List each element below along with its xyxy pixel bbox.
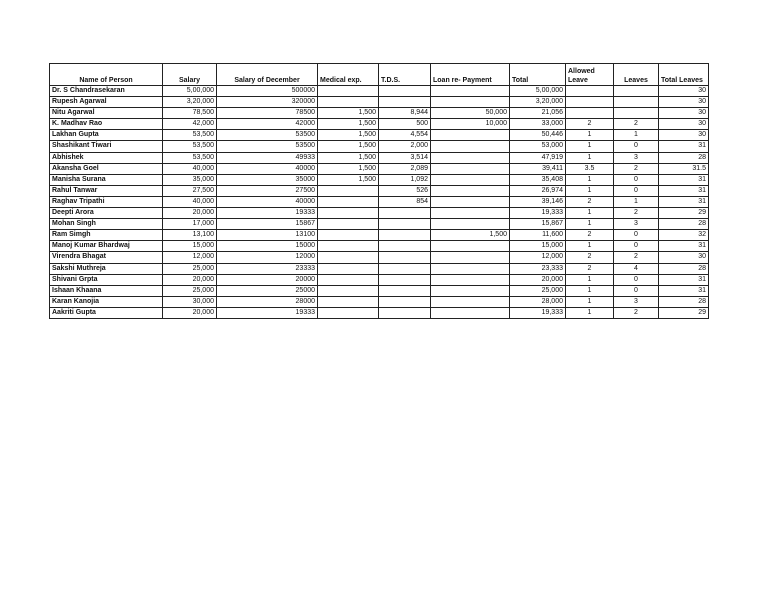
header-salary-december: Salary of December bbox=[217, 64, 318, 86]
cell-allowed-leave: 1 bbox=[566, 241, 614, 252]
cell-allowed-leave bbox=[566, 108, 614, 119]
cell-leaves: 0 bbox=[614, 274, 659, 285]
cell-tds bbox=[379, 296, 431, 307]
cell-leaves: 1 bbox=[614, 196, 659, 207]
cell-leaves bbox=[614, 108, 659, 119]
cell-allowed-leave: 2 bbox=[566, 230, 614, 241]
cell-tds bbox=[379, 230, 431, 241]
cell-medical bbox=[318, 263, 379, 274]
cell-leaves: 2 bbox=[614, 119, 659, 130]
cell-name: Mohan Singh bbox=[50, 219, 163, 230]
cell-leaves: 3 bbox=[614, 152, 659, 163]
cell-total: 15,867 bbox=[510, 219, 566, 230]
header-allowed-leave: Allowed Leave bbox=[566, 64, 614, 86]
cell-allowed-leave: 1 bbox=[566, 141, 614, 152]
cell-allowed-leave: 2 bbox=[566, 119, 614, 130]
cell-total: 28,000 bbox=[510, 296, 566, 307]
cell-salary: 3,20,000 bbox=[163, 97, 217, 108]
cell-allowed-leave bbox=[566, 86, 614, 97]
table-body bbox=[50, 86, 709, 319]
cell-name: Ishaan Khaana bbox=[50, 285, 163, 296]
cell-salary: 27,500 bbox=[163, 185, 217, 196]
table-row bbox=[50, 130, 709, 141]
cell-total-leaves: 29 bbox=[659, 307, 709, 318]
table-row bbox=[50, 174, 709, 185]
cell-loan bbox=[431, 307, 510, 318]
cell-name: Rupesh Agarwal bbox=[50, 97, 163, 108]
cell-name: Abhishek bbox=[50, 152, 163, 163]
cell-medical bbox=[318, 86, 379, 97]
cell-name: Dr. S Chandrasekaran bbox=[50, 86, 163, 97]
header-medical: Medical exp. bbox=[318, 64, 379, 86]
cell-name: Virendra Bhagat bbox=[50, 252, 163, 263]
table-row bbox=[50, 230, 709, 241]
cell-loan bbox=[431, 86, 510, 97]
cell-medical bbox=[318, 230, 379, 241]
cell-name: Nitu Agarwal bbox=[50, 108, 163, 119]
cell-salary: 40,000 bbox=[163, 196, 217, 207]
cell-loan: 1,500 bbox=[431, 230, 510, 241]
table-row bbox=[50, 152, 709, 163]
cell-salary-december: 40000 bbox=[217, 163, 318, 174]
cell-leaves: 3 bbox=[614, 296, 659, 307]
cell-total-leaves: 30 bbox=[659, 97, 709, 108]
salary-sheet bbox=[49, 63, 709, 319]
cell-tds: 854 bbox=[379, 196, 431, 207]
cell-salary-december: 19333 bbox=[217, 307, 318, 318]
cell-loan bbox=[431, 252, 510, 263]
cell-total: 12,000 bbox=[510, 252, 566, 263]
cell-leaves: 0 bbox=[614, 141, 659, 152]
cell-medical bbox=[318, 219, 379, 230]
cell-total: 3,20,000 bbox=[510, 97, 566, 108]
cell-allowed-leave: 2 bbox=[566, 252, 614, 263]
cell-leaves: 2 bbox=[614, 208, 659, 219]
cell-total: 5,00,000 bbox=[510, 86, 566, 97]
cell-loan bbox=[431, 97, 510, 108]
cell-total-leaves: 30 bbox=[659, 86, 709, 97]
cell-salary: 53,500 bbox=[163, 141, 217, 152]
cell-medical bbox=[318, 196, 379, 207]
cell-name: Shivani Grpta bbox=[50, 274, 163, 285]
table-row bbox=[50, 185, 709, 196]
cell-tds bbox=[379, 285, 431, 296]
header-loan: Loan re- Payment bbox=[431, 64, 510, 86]
salary-table bbox=[49, 63, 709, 319]
cell-medical bbox=[318, 241, 379, 252]
cell-salary: 53,500 bbox=[163, 130, 217, 141]
table-row bbox=[50, 263, 709, 274]
cell-total-leaves: 28 bbox=[659, 219, 709, 230]
cell-loan bbox=[431, 219, 510, 230]
cell-medical: 1,500 bbox=[318, 108, 379, 119]
cell-loan bbox=[431, 152, 510, 163]
cell-loan bbox=[431, 241, 510, 252]
cell-total-leaves: 31 bbox=[659, 285, 709, 296]
cell-salary-december: 78500 bbox=[217, 108, 318, 119]
cell-allowed-leave: 1 bbox=[566, 208, 614, 219]
cell-allowed-leave: 3.5 bbox=[566, 163, 614, 174]
cell-salary-december: 23333 bbox=[217, 263, 318, 274]
cell-total: 26,974 bbox=[510, 185, 566, 196]
cell-medical bbox=[318, 252, 379, 263]
cell-loan bbox=[431, 163, 510, 174]
cell-allowed-leave bbox=[566, 97, 614, 108]
cell-salary: 5,00,000 bbox=[163, 86, 217, 97]
cell-salary: 25,000 bbox=[163, 263, 217, 274]
table-row bbox=[50, 141, 709, 152]
header-total-leaves: Total Leaves bbox=[659, 64, 709, 86]
cell-salary-december: 53500 bbox=[217, 130, 318, 141]
cell-salary: 13,100 bbox=[163, 230, 217, 241]
cell-total-leaves: 31 bbox=[659, 274, 709, 285]
cell-salary-december: 320000 bbox=[217, 97, 318, 108]
cell-allowed-leave: 2 bbox=[566, 263, 614, 274]
cell-total-leaves: 28 bbox=[659, 296, 709, 307]
cell-tds bbox=[379, 307, 431, 318]
cell-allowed-leave: 1 bbox=[566, 307, 614, 318]
cell-tds bbox=[379, 241, 431, 252]
cell-leaves: 2 bbox=[614, 252, 659, 263]
cell-salary-december: 13100 bbox=[217, 230, 318, 241]
cell-tds bbox=[379, 208, 431, 219]
cell-medical: 1,500 bbox=[318, 119, 379, 130]
cell-total: 35,408 bbox=[510, 174, 566, 185]
cell-total-leaves: 28 bbox=[659, 152, 709, 163]
cell-total-leaves: 30 bbox=[659, 119, 709, 130]
cell-tds: 2,000 bbox=[379, 141, 431, 152]
cell-loan: 50,000 bbox=[431, 108, 510, 119]
cell-salary: 20,000 bbox=[163, 208, 217, 219]
header-tds: T.D.S. bbox=[379, 64, 431, 86]
cell-salary: 35,000 bbox=[163, 174, 217, 185]
cell-allowed-leave: 2 bbox=[566, 196, 614, 207]
cell-leaves: 0 bbox=[614, 285, 659, 296]
cell-medical bbox=[318, 97, 379, 108]
cell-total-leaves: 32 bbox=[659, 230, 709, 241]
cell-leaves: 2 bbox=[614, 307, 659, 318]
cell-tds: 3,514 bbox=[379, 152, 431, 163]
cell-salary-december: 15867 bbox=[217, 219, 318, 230]
cell-medical bbox=[318, 307, 379, 318]
cell-salary-december: 42000 bbox=[217, 119, 318, 130]
table-row bbox=[50, 108, 709, 119]
cell-leaves: 4 bbox=[614, 263, 659, 274]
cell-tds: 4,554 bbox=[379, 130, 431, 141]
cell-total-leaves: 29 bbox=[659, 208, 709, 219]
cell-tds bbox=[379, 274, 431, 285]
cell-salary-december: 53500 bbox=[217, 141, 318, 152]
cell-total-leaves: 28 bbox=[659, 263, 709, 274]
cell-salary-december: 12000 bbox=[217, 252, 318, 263]
cell-allowed-leave: 1 bbox=[566, 152, 614, 163]
cell-allowed-leave: 1 bbox=[566, 296, 614, 307]
cell-tds: 1,092 bbox=[379, 174, 431, 185]
header-name: Name of Person bbox=[50, 64, 163, 86]
cell-salary: 42,000 bbox=[163, 119, 217, 130]
cell-name: K. Madhav Rao bbox=[50, 119, 163, 130]
cell-salary-december: 49933 bbox=[217, 152, 318, 163]
cell-medical: 1,500 bbox=[318, 163, 379, 174]
cell-tds bbox=[379, 219, 431, 230]
cell-medical: 1,500 bbox=[318, 174, 379, 185]
cell-total-leaves: 31 bbox=[659, 241, 709, 252]
table-row bbox=[50, 86, 709, 97]
cell-salary-december: 28000 bbox=[217, 296, 318, 307]
header-salary: Salary bbox=[163, 64, 217, 86]
cell-loan bbox=[431, 185, 510, 196]
cell-name: Ram Simgh bbox=[50, 230, 163, 241]
cell-loan bbox=[431, 285, 510, 296]
cell-total: 47,919 bbox=[510, 152, 566, 163]
cell-loan bbox=[431, 174, 510, 185]
cell-salary-december: 19333 bbox=[217, 208, 318, 219]
cell-loan bbox=[431, 263, 510, 274]
cell-name: Sakshi Muthreja bbox=[50, 263, 163, 274]
cell-salary: 78,500 bbox=[163, 108, 217, 119]
cell-total: 50,446 bbox=[510, 130, 566, 141]
cell-total: 53,000 bbox=[510, 141, 566, 152]
header-row bbox=[50, 64, 709, 86]
cell-total-leaves: 31.5 bbox=[659, 163, 709, 174]
cell-salary-december: 40000 bbox=[217, 196, 318, 207]
table-row bbox=[50, 119, 709, 130]
cell-loan bbox=[431, 196, 510, 207]
cell-leaves: 2 bbox=[614, 163, 659, 174]
cell-loan bbox=[431, 141, 510, 152]
cell-leaves: 0 bbox=[614, 241, 659, 252]
cell-total: 20,000 bbox=[510, 274, 566, 285]
table-row bbox=[50, 241, 709, 252]
cell-medical: 1,500 bbox=[318, 141, 379, 152]
cell-allowed-leave: 1 bbox=[566, 219, 614, 230]
cell-total-leaves: 30 bbox=[659, 130, 709, 141]
cell-total: 19,333 bbox=[510, 208, 566, 219]
cell-medical: 1,500 bbox=[318, 130, 379, 141]
cell-tds: 500 bbox=[379, 119, 431, 130]
cell-loan bbox=[431, 274, 510, 285]
cell-salary: 25,000 bbox=[163, 285, 217, 296]
cell-loan bbox=[431, 208, 510, 219]
table-row bbox=[50, 307, 709, 318]
cell-salary-december: 500000 bbox=[217, 86, 318, 97]
cell-total: 39,146 bbox=[510, 196, 566, 207]
table-row bbox=[50, 196, 709, 207]
cell-total-leaves: 31 bbox=[659, 185, 709, 196]
cell-name: Manisha Surana bbox=[50, 174, 163, 185]
cell-loan bbox=[431, 130, 510, 141]
cell-tds bbox=[379, 97, 431, 108]
table-row bbox=[50, 219, 709, 230]
cell-tds bbox=[379, 252, 431, 263]
cell-salary: 15,000 bbox=[163, 241, 217, 252]
cell-name: Shashikant Tiwari bbox=[50, 141, 163, 152]
cell-salary: 20,000 bbox=[163, 307, 217, 318]
cell-name: Karan Kanojia bbox=[50, 296, 163, 307]
cell-total: 11,600 bbox=[510, 230, 566, 241]
cell-medical bbox=[318, 274, 379, 285]
cell-salary-december: 15000 bbox=[217, 241, 318, 252]
cell-tds bbox=[379, 263, 431, 274]
cell-salary-december: 20000 bbox=[217, 274, 318, 285]
table-row bbox=[50, 285, 709, 296]
cell-total: 19,333 bbox=[510, 307, 566, 318]
cell-allowed-leave: 1 bbox=[566, 174, 614, 185]
cell-name: Deepti Arora bbox=[50, 208, 163, 219]
cell-salary-december: 25000 bbox=[217, 285, 318, 296]
cell-total: 21,056 bbox=[510, 108, 566, 119]
cell-salary: 20,000 bbox=[163, 274, 217, 285]
cell-salary: 40,000 bbox=[163, 163, 217, 174]
cell-name: Akansha Goel bbox=[50, 163, 163, 174]
cell-allowed-leave: 1 bbox=[566, 274, 614, 285]
cell-loan: 10,000 bbox=[431, 119, 510, 130]
cell-total: 15,000 bbox=[510, 241, 566, 252]
table-row bbox=[50, 252, 709, 263]
cell-total: 39,411 bbox=[510, 163, 566, 174]
cell-leaves bbox=[614, 97, 659, 108]
table-row bbox=[50, 163, 709, 174]
cell-total: 33,000 bbox=[510, 119, 566, 130]
cell-allowed-leave: 1 bbox=[566, 285, 614, 296]
cell-total-leaves: 30 bbox=[659, 108, 709, 119]
cell-total: 23,333 bbox=[510, 263, 566, 274]
cell-name: Aakriti Gupta bbox=[50, 307, 163, 318]
cell-medical bbox=[318, 285, 379, 296]
cell-salary: 53,500 bbox=[163, 152, 217, 163]
cell-tds: 2,089 bbox=[379, 163, 431, 174]
table-row bbox=[50, 208, 709, 219]
cell-allowed-leave: 1 bbox=[566, 185, 614, 196]
cell-name: Raghav Tripathi bbox=[50, 196, 163, 207]
cell-salary: 30,000 bbox=[163, 296, 217, 307]
cell-medical bbox=[318, 208, 379, 219]
cell-loan bbox=[431, 296, 510, 307]
cell-salary-december: 27500 bbox=[217, 185, 318, 196]
cell-total: 25,000 bbox=[510, 285, 566, 296]
header-total: Total bbox=[510, 64, 566, 86]
cell-medical: 1,500 bbox=[318, 152, 379, 163]
cell-leaves: 0 bbox=[614, 185, 659, 196]
cell-medical bbox=[318, 296, 379, 307]
cell-leaves: 3 bbox=[614, 219, 659, 230]
cell-salary-december: 35000 bbox=[217, 174, 318, 185]
cell-leaves: 1 bbox=[614, 130, 659, 141]
table-row bbox=[50, 97, 709, 108]
cell-salary: 17,000 bbox=[163, 219, 217, 230]
cell-name: Rahul Tanwar bbox=[50, 185, 163, 196]
cell-total-leaves: 31 bbox=[659, 174, 709, 185]
cell-leaves: 0 bbox=[614, 230, 659, 241]
cell-medical bbox=[318, 185, 379, 196]
cell-name: Lakhan Gupta bbox=[50, 130, 163, 141]
cell-tds bbox=[379, 86, 431, 97]
cell-tds: 526 bbox=[379, 185, 431, 196]
cell-total-leaves: 31 bbox=[659, 141, 709, 152]
cell-salary: 12,000 bbox=[163, 252, 217, 263]
table-row bbox=[50, 274, 709, 285]
table-row bbox=[50, 296, 709, 307]
cell-leaves: 0 bbox=[614, 174, 659, 185]
header-leaves: Leaves bbox=[614, 64, 659, 86]
cell-total-leaves: 31 bbox=[659, 196, 709, 207]
cell-leaves bbox=[614, 86, 659, 97]
cell-tds: 8,944 bbox=[379, 108, 431, 119]
cell-allowed-leave: 1 bbox=[566, 130, 614, 141]
cell-total-leaves: 30 bbox=[659, 252, 709, 263]
cell-name: Manoj Kumar Bhardwaj bbox=[50, 241, 163, 252]
